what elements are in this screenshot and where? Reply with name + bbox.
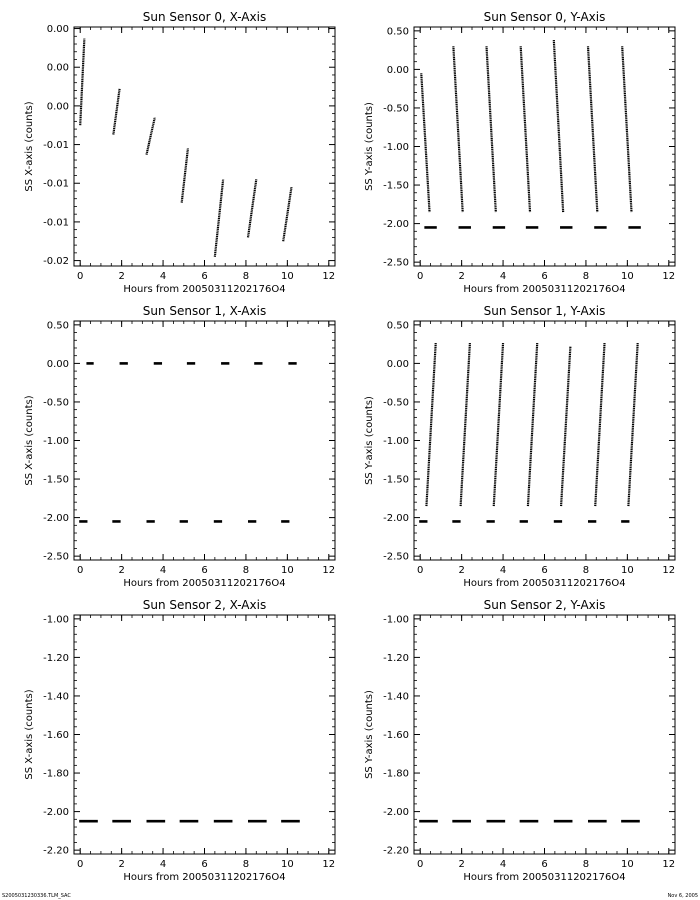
data-streak-1 (461, 343, 470, 506)
y-axis-label: SS Y-axis (counts) (364, 690, 375, 779)
x-tick-label: 2 (118, 271, 125, 282)
y-tick-label: -1.00 (43, 436, 69, 447)
x-tick-label: 8 (242, 271, 250, 282)
y-tick-label: -1.00 (43, 614, 69, 626)
x-tick-label: 8 (242, 859, 250, 870)
y-tick-label: -2.00 (383, 807, 409, 819)
data-streak-5 (595, 343, 604, 506)
y-tick-label: 0.00 (46, 62, 69, 74)
panel-1 (364, 10, 675, 295)
plot-frame (414, 27, 675, 266)
panel-4 (24, 598, 335, 883)
y-tick-label: -2.00 (43, 807, 69, 819)
y-tick-label: -0.50 (383, 103, 409, 115)
y-tick-label: -1.50 (383, 474, 409, 486)
x-axis-label: Hours from 20050311202176O4 (463, 872, 626, 883)
x-tick-label: 8 (582, 271, 590, 282)
y-tick-label: -2.50 (383, 257, 409, 269)
x-tick-label: 10 (620, 565, 634, 576)
y-tick-label: -2.50 (383, 551, 409, 563)
data-streak-6 (622, 46, 631, 212)
y-tick-label: -1.40 (383, 691, 409, 703)
data-streak-2 (147, 117, 155, 154)
y-tick-label: -0.50 (43, 397, 69, 409)
data-streak-2 (494, 343, 503, 506)
y-tick-label: -1.00 (383, 142, 409, 153)
y-tick-label: -0.01 (43, 178, 69, 190)
plot-frame (74, 615, 335, 854)
y-tick-label: 0.50 (386, 320, 409, 332)
data-streak-4 (554, 40, 563, 212)
x-tick-label: 8 (582, 565, 590, 576)
y-tick-label: -1.80 (383, 768, 409, 780)
plot-frame (74, 27, 335, 266)
footer-date: Nov 6, 2005 (667, 893, 698, 899)
x-tick-label: 6 (201, 565, 208, 576)
data-streak-0 (80, 39, 84, 126)
data-streak-2 (487, 46, 496, 212)
data-streak-4 (215, 179, 223, 256)
data-streak-3 (182, 148, 188, 202)
data-streak-0 (421, 73, 429, 212)
y-tick-label: -2.00 (383, 513, 409, 525)
x-tick-label: 10 (280, 271, 294, 282)
data-streak-3 (528, 343, 537, 506)
x-tick-label: 0 (77, 565, 84, 576)
x-tick-label: 0 (417, 859, 424, 870)
panel-5 (364, 598, 675, 883)
data-streak-0 (426, 343, 435, 506)
plot-frame (414, 615, 675, 854)
y-tick-label: -0.01 (43, 217, 69, 229)
x-tick-label: 12 (662, 271, 676, 282)
y-axis-label: SS X-axis (counts) (24, 689, 35, 780)
x-tick-label: 10 (280, 565, 294, 576)
x-tick-label: 12 (322, 271, 336, 282)
x-tick-label: 4 (159, 565, 167, 576)
y-tick-label: 0.50 (386, 26, 409, 38)
x-tick-label: 10 (280, 859, 294, 870)
y-tick-label: -1.60 (43, 730, 69, 741)
y-tick-label: -1.40 (43, 691, 69, 703)
x-tick-label: 0 (417, 271, 424, 282)
y-tick-label: -1.50 (383, 180, 409, 192)
plot-frame (74, 321, 335, 560)
x-tick-label: 2 (118, 859, 125, 870)
x-tick-label: 12 (322, 565, 336, 576)
x-tick-label: 6 (541, 271, 548, 282)
x-tick-label: 6 (201, 271, 208, 282)
x-tick-label: 0 (77, 271, 84, 282)
panel-0 (24, 10, 335, 295)
y-tick-label: 0.00 (46, 24, 69, 36)
x-tick-label: 0 (417, 565, 424, 576)
y-tick-label: 0.00 (386, 64, 409, 76)
x-tick-label: 10 (620, 271, 634, 282)
chart-title: Sun Sensor 0, X-Axis (142, 10, 267, 24)
y-tick-label: 0.00 (46, 358, 69, 370)
y-tick-label: -1.00 (383, 436, 409, 447)
data-streak-5 (248, 179, 256, 237)
chart-title: Sun Sensor 2, Y-Axis (483, 598, 606, 612)
x-axis-label: Hours from 20050311202176O4 (123, 284, 286, 295)
y-tick-label: 0.00 (46, 101, 69, 113)
x-tick-label: 4 (159, 859, 167, 870)
y-tick-label: -2.50 (43, 551, 69, 563)
x-tick-label: 12 (662, 565, 676, 576)
y-tick-label: 0.50 (46, 320, 69, 332)
x-tick-label: 2 (458, 565, 465, 576)
x-tick-label: 8 (582, 859, 590, 870)
y-tick-label: -0.01 (43, 140, 69, 152)
y-axis-label: SS X-axis (counts) (24, 101, 35, 192)
x-tick-label: 2 (118, 565, 125, 576)
x-axis-label: Hours from 20050311202176O4 (123, 578, 286, 589)
x-axis-label: Hours from 20050311202176O4 (123, 872, 286, 883)
x-tick-label: 4 (499, 565, 507, 576)
x-tick-label: 0 (77, 859, 84, 870)
data-streak-6 (628, 343, 637, 506)
data-streak-3 (521, 46, 530, 212)
chart-title: Sun Sensor 1, X-Axis (142, 304, 267, 318)
y-tick-label: -1.80 (43, 768, 69, 780)
y-tick-label: -0.02 (43, 256, 69, 268)
x-axis-label: Hours from 20050311202176O4 (463, 284, 626, 295)
y-tick-label: -2.20 (43, 845, 69, 857)
y-tick-label: -1.20 (383, 652, 409, 664)
x-tick-label: 4 (499, 859, 507, 870)
footer-file-name: S2005031230336.TLM_SAC (2, 893, 71, 899)
data-streak-1 (113, 89, 119, 135)
x-tick-label: 12 (322, 859, 336, 870)
panel-3 (364, 304, 675, 589)
chart-title: Sun Sensor 2, X-Axis (142, 598, 267, 612)
plot-frame (414, 321, 675, 560)
x-tick-label: 6 (541, 565, 548, 576)
y-tick-label: -1.20 (43, 652, 69, 664)
x-axis-label: Hours from 20050311202176O4 (463, 578, 626, 589)
x-tick-label: 4 (499, 271, 507, 282)
y-tick-label: -2.20 (383, 845, 409, 857)
y-tick-label: -0.50 (383, 397, 409, 409)
chart-title: Sun Sensor 0, Y-Axis (483, 10, 606, 24)
x-tick-label: 10 (620, 859, 634, 870)
data-streak-5 (588, 46, 597, 212)
x-tick-label: 6 (541, 859, 548, 870)
panel-2 (24, 304, 335, 589)
x-tick-label: 2 (458, 271, 465, 282)
y-axis-label: SS X-axis (counts) (24, 395, 35, 486)
y-axis-label: SS Y-axis (counts) (364, 102, 375, 191)
chart-title: Sun Sensor 1, Y-Axis (483, 304, 606, 318)
x-tick-label: 4 (159, 271, 167, 282)
data-streak-4 (561, 346, 570, 506)
y-tick-label: -1.00 (383, 614, 409, 626)
y-tick-label: 0.00 (386, 358, 409, 370)
y-tick-label: -2.00 (43, 513, 69, 525)
y-tick-label: -1.50 (43, 474, 69, 486)
x-tick-label: 2 (458, 859, 465, 870)
x-tick-label: 8 (242, 565, 250, 576)
y-axis-label: SS Y-axis (counts) (364, 396, 375, 485)
x-tick-label: 6 (201, 859, 208, 870)
data-streak-6 (283, 187, 291, 241)
data-streak-1 (453, 46, 462, 212)
y-tick-label: -1.60 (383, 730, 409, 741)
y-tick-label: -2.00 (383, 219, 409, 231)
x-tick-label: 12 (662, 859, 676, 870)
